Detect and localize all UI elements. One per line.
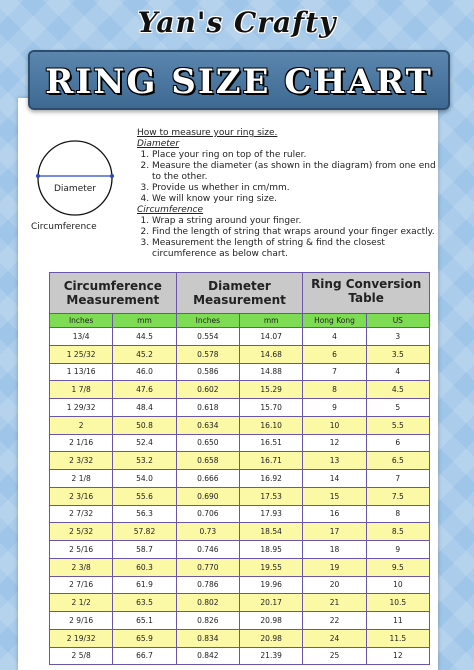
- circumference-inches-cell: 2 5/8: [50, 647, 113, 665]
- subheader-us: US: [366, 314, 429, 328]
- diameter-step: 3. Provide us whether in cm/mm.: [152, 183, 437, 194]
- table-body: [50, 328, 430, 665]
- diameter-mm-cell: 21.39: [239, 647, 302, 665]
- table-row: [50, 576, 430, 594]
- hong-kong-size-cell: 15: [303, 487, 366, 505]
- diameter-step: 1. Place your ring on top of the ruler.: [152, 150, 437, 161]
- circumference-inches-cell: 2 1/8: [50, 470, 113, 488]
- table-row: [50, 612, 430, 630]
- diameter-mm-cell: 16.10: [239, 416, 302, 434]
- subheader-inches: Inches: [50, 314, 113, 328]
- subheader-mm: mm: [113, 314, 176, 328]
- circumference-mm-cell: 57.82: [113, 523, 176, 541]
- circumference-inches-cell: 2 5/16: [50, 541, 113, 559]
- hong-kong-size-cell: 14: [303, 470, 366, 488]
- diameter-inches-cell: 0.578: [176, 345, 239, 363]
- ring-diagram: [28, 140, 122, 228]
- circumference-mm-cell: 56.3: [113, 505, 176, 523]
- diameter-mm-cell: 19.55: [239, 558, 302, 576]
- circumference-mm-cell: 60.3: [113, 558, 176, 576]
- table-row: [50, 434, 430, 452]
- table-row: [50, 558, 430, 576]
- table-row: [50, 523, 430, 541]
- hong-kong-size-cell: 20: [303, 576, 366, 594]
- diameter-mm-cell: 20.98: [239, 612, 302, 630]
- hong-kong-size-cell: 25: [303, 647, 366, 665]
- hong-kong-size-cell: 7: [303, 363, 366, 381]
- us-size-cell: 12: [366, 647, 429, 665]
- table-row: [50, 647, 430, 665]
- us-size-cell: 4: [366, 363, 429, 381]
- circumference-step: 2. Find the length of string that wraps around your finger exactly.: [152, 227, 437, 238]
- instructions-heading: How to measure your ring size.: [137, 128, 278, 138]
- us-size-cell: 9: [366, 541, 429, 559]
- ring-size-table: [49, 272, 430, 665]
- diameter-mm-cell: 18.54: [239, 523, 302, 541]
- circumference-step: 1. Wrap a string around your finger.: [152, 216, 437, 227]
- page-title: RING SIZE CHART: [45, 62, 433, 102]
- circumference-mm-cell: 58.7: [113, 541, 176, 559]
- circumference-label: Circumference: [31, 222, 97, 232]
- ring-size-table-wrap: [49, 272, 430, 665]
- hong-kong-size-cell: 19: [303, 558, 366, 576]
- diameter-steps: [137, 150, 437, 205]
- header-ring-conversion: Ring Conversion Table: [303, 273, 430, 314]
- diameter-mm-cell: 15.70: [239, 399, 302, 417]
- diameter-inches-cell: 0.634: [176, 416, 239, 434]
- diameter-inches-cell: 0.826: [176, 612, 239, 630]
- hong-kong-size-cell: 4: [303, 328, 366, 346]
- circumference-inches-cell: 1 25/32: [50, 345, 113, 363]
- table-row: [50, 452, 430, 470]
- header-circumference: Circumference Measurement: [50, 273, 177, 314]
- diameter-mm-cell: 14.07: [239, 328, 302, 346]
- hong-kong-size-cell: 8: [303, 381, 366, 399]
- table-row: [50, 487, 430, 505]
- hong-kong-size-cell: 6: [303, 345, 366, 363]
- header-diameter: Diameter Measurement: [176, 273, 303, 314]
- diameter-inches-cell: 0.770: [176, 558, 239, 576]
- hong-kong-size-cell: 12: [303, 434, 366, 452]
- us-size-cell: 3: [366, 328, 429, 346]
- hong-kong-size-cell: 13: [303, 452, 366, 470]
- circumference-mm-cell: 46.0: [113, 363, 176, 381]
- table-row: [50, 541, 430, 559]
- table-row: [50, 416, 430, 434]
- circumference-mm-cell: 47.6: [113, 381, 176, 399]
- diameter-inches-cell: 0.658: [176, 452, 239, 470]
- table-row: [50, 363, 430, 381]
- circumference-inches-cell: 2 7/16: [50, 576, 113, 594]
- circumference-mm-cell: 45.2: [113, 345, 176, 363]
- table-row: [50, 345, 430, 363]
- us-size-cell: 9.5: [366, 558, 429, 576]
- diameter-inches-cell: 0.554: [176, 328, 239, 346]
- diameter-mm-cell: 20.98: [239, 629, 302, 647]
- hong-kong-size-cell: 16: [303, 505, 366, 523]
- hong-kong-size-cell: 21: [303, 594, 366, 612]
- us-size-cell: 6: [366, 434, 429, 452]
- circumference-heading: Circumference: [137, 205, 204, 215]
- table-row: [50, 629, 430, 647]
- us-size-cell: 6.5: [366, 452, 429, 470]
- us-size-cell: 7: [366, 470, 429, 488]
- diameter-step: 4. We will know your ring size.: [152, 194, 437, 205]
- us-size-cell: 7.5: [366, 487, 429, 505]
- diameter-mm-cell: 17.53: [239, 487, 302, 505]
- circumference-inches-cell: 2 7/32: [50, 505, 113, 523]
- us-size-cell: 4.5: [366, 381, 429, 399]
- circumference-mm-cell: 65.9: [113, 629, 176, 647]
- circumference-inches-cell: 2 9/16: [50, 612, 113, 630]
- diameter-mm-cell: 16.51: [239, 434, 302, 452]
- circumference-steps: [137, 216, 437, 260]
- table-row: [50, 470, 430, 488]
- table-row: [50, 399, 430, 417]
- us-size-cell: 5.5: [366, 416, 429, 434]
- diameter-inches-cell: 0.650: [176, 434, 239, 452]
- diameter-inches-cell: 0.618: [176, 399, 239, 417]
- circumference-mm-cell: 66.7: [113, 647, 176, 665]
- diameter-inches-cell: 0.834: [176, 629, 239, 647]
- diameter-mm-cell: 16.71: [239, 452, 302, 470]
- diameter-label: Diameter: [53, 184, 97, 194]
- circumference-inches-cell: 2 3/32: [50, 452, 113, 470]
- diameter-mm-cell: 17.93: [239, 505, 302, 523]
- circumference-mm-cell: 54.0: [113, 470, 176, 488]
- hong-kong-size-cell: 18: [303, 541, 366, 559]
- diameter-mm-cell: 18.95: [239, 541, 302, 559]
- title-banner: [28, 50, 450, 110]
- table-row: [50, 505, 430, 523]
- hong-kong-size-cell: 10: [303, 416, 366, 434]
- diameter-mm-cell: 15.29: [239, 381, 302, 399]
- circumference-mm-cell: 61.9: [113, 576, 176, 594]
- diameter-heading: Diameter: [137, 139, 180, 149]
- diameter-inches-cell: 0.73: [176, 523, 239, 541]
- circumference-mm-cell: 52.4: [113, 434, 176, 452]
- hong-kong-size-cell: 24: [303, 629, 366, 647]
- circumference-mm-cell: 65.1: [113, 612, 176, 630]
- diameter-mm-cell: 14.68: [239, 345, 302, 363]
- diameter-mm-cell: 16.92: [239, 470, 302, 488]
- circumference-inches-cell: 2 1/16: [50, 434, 113, 452]
- brand-logo: Yan's Crafty: [137, 6, 337, 39]
- us-size-cell: 10.5: [366, 594, 429, 612]
- circumference-inches-cell: 1 13/16: [50, 363, 113, 381]
- circumference-inches-cell: 2: [50, 416, 113, 434]
- circumference-inches-cell: 2 3/16: [50, 487, 113, 505]
- diameter-step: 2. Measure the diameter (as shown in the diagram) from one end to the other.: [152, 161, 437, 183]
- diameter-inches-cell: 0.602: [176, 381, 239, 399]
- diameter-inches-cell: 0.746: [176, 541, 239, 559]
- us-size-cell: 8.5: [366, 523, 429, 541]
- table-row: [50, 381, 430, 399]
- diameter-inches-cell: 0.666: [176, 470, 239, 488]
- circumference-inches-cell: 1 7/8: [50, 381, 113, 399]
- circumference-inches-cell: 2 1/2: [50, 594, 113, 612]
- us-size-cell: 10: [366, 576, 429, 594]
- circumference-inches-cell: 2 19/32: [50, 629, 113, 647]
- diameter-inches-cell: 0.842: [176, 647, 239, 665]
- diameter-inches-cell: 0.690: [176, 487, 239, 505]
- circumference-inches-cell: 13/4: [50, 328, 113, 346]
- diameter-inches-cell: 0.586: [176, 363, 239, 381]
- subheader-mm: mm: [239, 314, 302, 328]
- us-size-cell: 11: [366, 612, 429, 630]
- us-size-cell: 5: [366, 399, 429, 417]
- diameter-inches-cell: 0.802: [176, 594, 239, 612]
- table-row: [50, 594, 430, 612]
- circumference-step: 3. Measurement the length of string & find the closest circumference as below chart.: [152, 238, 437, 260]
- diameter-mm-cell: 14.88: [239, 363, 302, 381]
- diameter-inches-cell: 0.706: [176, 505, 239, 523]
- circumference-mm-cell: 63.5: [113, 594, 176, 612]
- diameter-mm-cell: 19.96: [239, 576, 302, 594]
- circumference-mm-cell: 53.2: [113, 452, 176, 470]
- diameter-mm-cell: 20.17: [239, 594, 302, 612]
- circumference-inches-cell: 2 5/32: [50, 523, 113, 541]
- us-size-cell: 11.5: [366, 629, 429, 647]
- circumference-inches-cell: 2 3/8: [50, 558, 113, 576]
- diameter-inches-cell: 0.786: [176, 576, 239, 594]
- subheader-inches: Inches: [176, 314, 239, 328]
- circumference-mm-cell: 44.5: [113, 328, 176, 346]
- circumference-inches-cell: 1 29/32: [50, 399, 113, 417]
- ring-circle-icon: [28, 140, 122, 224]
- table-row: [50, 328, 430, 346]
- hong-kong-size-cell: 22: [303, 612, 366, 630]
- subheader-hong-kong: Hong Kong: [303, 314, 366, 328]
- us-size-cell: 8: [366, 505, 429, 523]
- hong-kong-size-cell: 9: [303, 399, 366, 417]
- instructions: [137, 128, 437, 260]
- circumference-mm-cell: 48.4: [113, 399, 176, 417]
- hong-kong-size-cell: 17: [303, 523, 366, 541]
- us-size-cell: 3.5: [366, 345, 429, 363]
- circumference-mm-cell: 55.6: [113, 487, 176, 505]
- circumference-mm-cell: 50.8: [113, 416, 176, 434]
